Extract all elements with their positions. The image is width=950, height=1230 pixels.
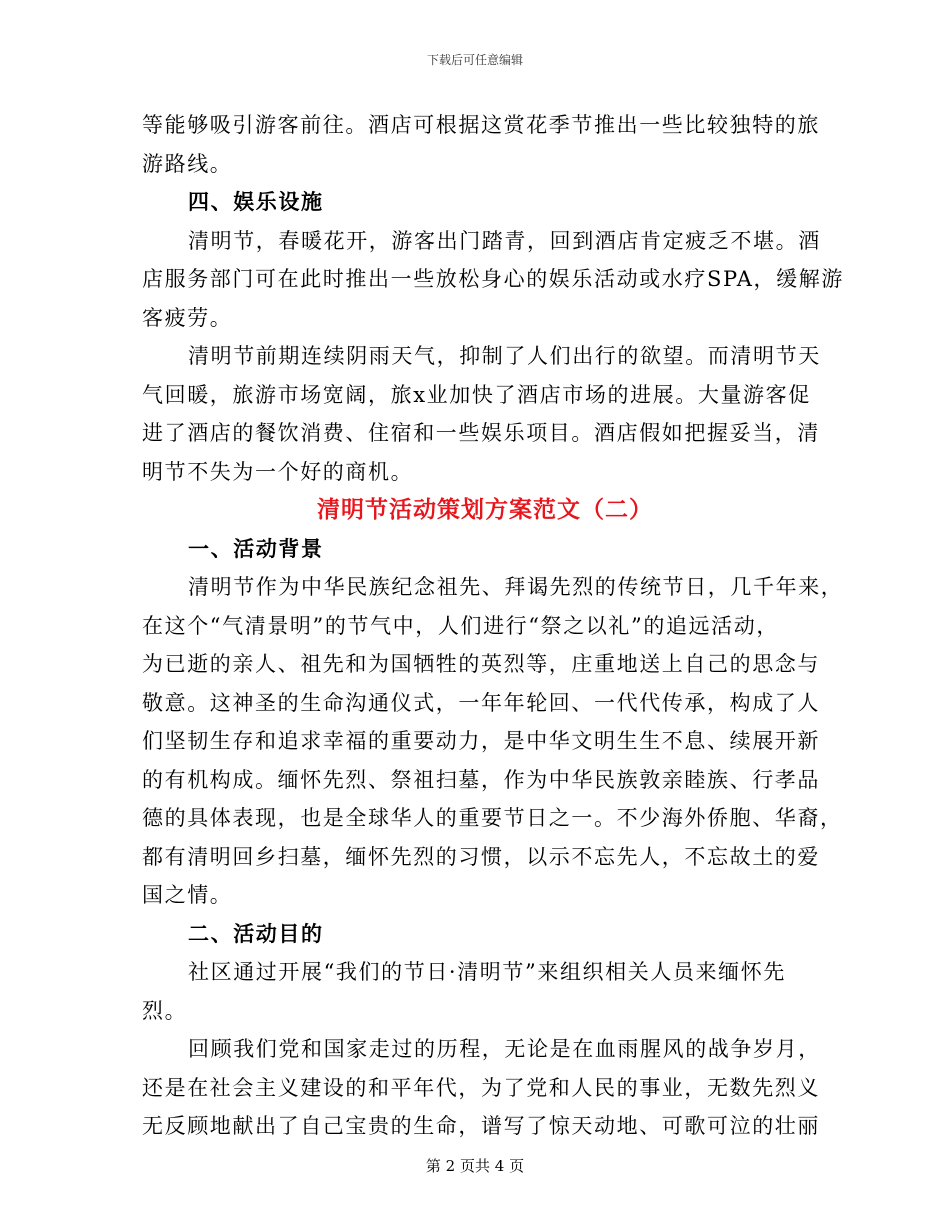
page-header: 下载后可任意编辑 [426, 53, 523, 67]
text-line: 清明节，春暖花开，游客出门踏青，回到酒店肯定疲乏不堪。酒 [188, 228, 821, 253]
text-line: 店服务部门可在此时推出一些放松身心的娱乐活动或水疗SPA，缓解游 [142, 267, 844, 291]
document-title: 清明节活动策划方案范文（二） [317, 496, 653, 523]
text-line: 明节不失为一个好的商机。 [142, 459, 414, 484]
text-line: 们坚韧生存和追求幸福的重要动力，是中华文明生生不息、续展开新 [142, 729, 820, 753]
text-line: 社区通过开展“我们的节日·清明节”来组织相关人员来缅怀先 [188, 960, 786, 984]
text-line: 在这个“气清景明”的节气中，人们进行“祭之以礼”的追远活动， [142, 613, 779, 638]
text-line: 德的具体表现，也是全球华人的重要节日之一。不少海外侨胞、华裔， [142, 806, 843, 830]
section-heading: 四、娱乐设施 [188, 189, 324, 214]
text-line: 清明节前期连续阴雨天气，抑制了人们出行的欲望。而清明节天 [188, 344, 821, 368]
text-line: 无反顾地献出了自己宝贵的生命，谱写了惊天动地、可歌可泣的壮丽 [142, 1114, 820, 1138]
text-line: 等能够吸引游客前往。酒店可根据这赏花季节推出一些比较独特的旅 [142, 113, 820, 137]
text-line: 气回暖，旅游市场宽阔，旅x业加快了酒店市场的进展。大量游客促 [142, 382, 811, 407]
text-line: 进了酒店的餐饮消费、住宿和一些娱乐项目。酒店假如把握妥当，清 [142, 421, 820, 445]
text-line: 都有清明回乡扫墓，缅怀先烈的习惯，以示不忘先人，不忘故土的爱 [142, 844, 820, 869]
text-line: 游路线。 [142, 151, 233, 176]
text-line: 的有机构成。缅怀先烈、祭祖扫墓，作为中华民族敦亲睦族、行孝品 [142, 767, 820, 792]
text-line: 烈。 [142, 998, 188, 1023]
text-line: 还是在社会主义建设的和平年代，为了党和人民的事业，无数先烈义 [142, 1075, 820, 1100]
text-line: 回顾我们党和国家走过的历程，无论是在血雨腥风的战争岁月， [188, 1037, 821, 1061]
text-line: 为已逝的亲人、祖先和为国牺牲的英烈等，庄重地送上自己的思念与 [142, 652, 820, 676]
text-line: 清明节作为中华民族纪念祖先、拜谒先烈的传统节日，几千年来， [188, 575, 844, 599]
page-number: 第 2 页共 4 页 [425, 1157, 525, 1175]
text-line: 国之情。 [142, 883, 233, 907]
text-line: 敬意。这神圣的生命沟通仪式，一年年轮回、一代代传承，构成了人 [142, 690, 820, 715]
text-line: 客疲劳。 [142, 305, 233, 330]
section-heading: 一、活动背景 [188, 535, 324, 561]
section-heading: 二、活动目的 [188, 920, 324, 946]
document-body [142, 106, 844, 1146]
